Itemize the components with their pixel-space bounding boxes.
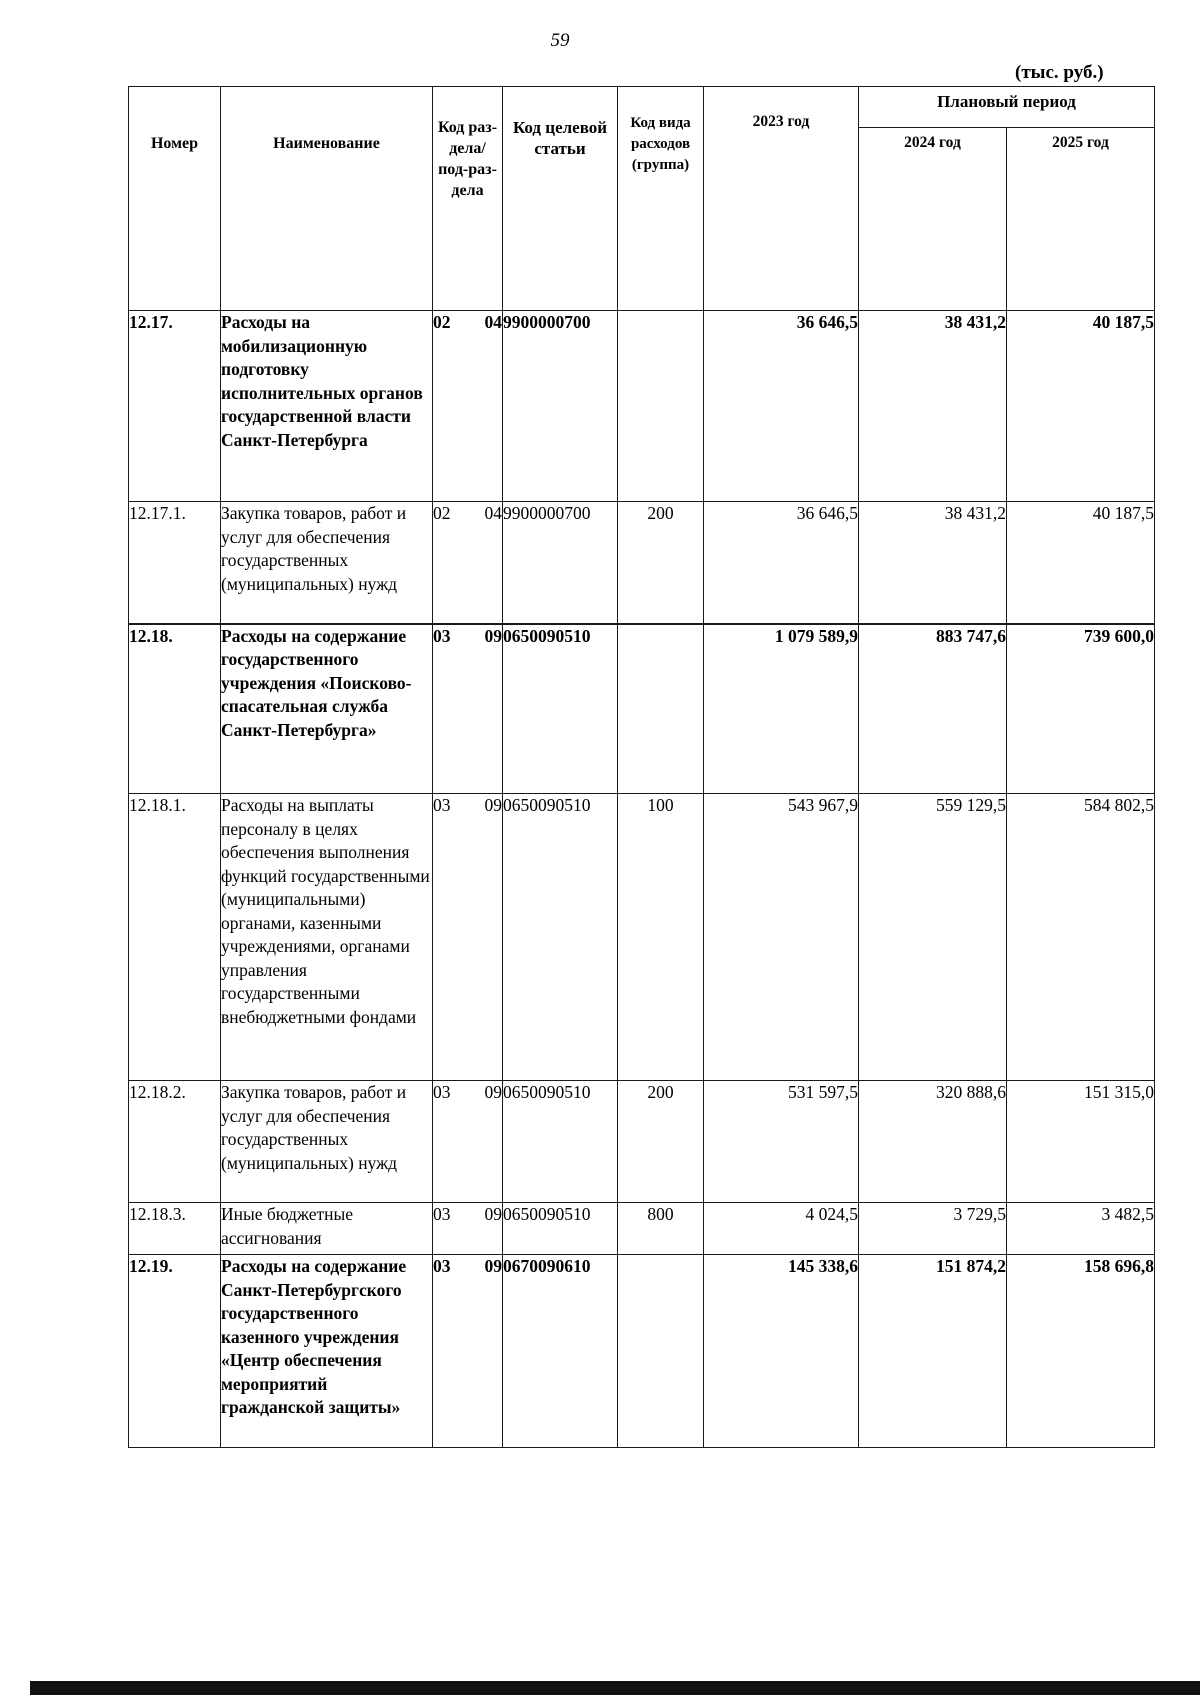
- row-target-code: 0650090510: [503, 1203, 618, 1255]
- row-number: 12.18.3.: [129, 1203, 221, 1255]
- row-expense-type: [618, 1255, 704, 1448]
- row-value-2024: 3 729,5: [859, 1203, 1007, 1255]
- row-name: Иные бюджетные ассигнования: [221, 1203, 433, 1255]
- row-name: Закупка товаров, работ и услуг для обеспечения государственных (муниципальных) нужд: [221, 1081, 433, 1203]
- header-section-code: Код раз-дела/ под-раз-дела: [433, 87, 503, 311]
- row-value-2024: 559 129,5: [859, 794, 1007, 1081]
- row-expense-type: 200: [618, 502, 704, 624]
- row-value-2024: 151 874,2: [859, 1255, 1007, 1448]
- subsection-code: 09: [484, 1256, 502, 1276]
- row-target-code: 9900000700: [503, 502, 618, 624]
- row-number: 12.17.1.: [129, 502, 221, 624]
- row-expense-type: [618, 311, 704, 502]
- row-value-2024: 38 431,2: [859, 502, 1007, 624]
- subsection-code: 09: [484, 795, 502, 815]
- row-value-2025: 158 696,8: [1007, 1255, 1155, 1448]
- row-value-2025: 40 187,5: [1007, 502, 1155, 624]
- row-section-code: [433, 1255, 503, 1448]
- row-expense-type: 100: [618, 794, 704, 1081]
- row-value-2023: 4 024,5: [704, 1203, 859, 1255]
- subsection-code: 04: [484, 503, 502, 523]
- row-name: Закупка товаров, работ и услуг для обеспечения государственных (муниципальных) нужд: [221, 502, 433, 624]
- header-target-code: Код целевой статьи: [503, 87, 618, 311]
- row-value-2024: 38 431,2: [859, 311, 1007, 502]
- row-value-2023: 145 338,6: [704, 1255, 859, 1448]
- header-year-2025: 2025 год: [1007, 128, 1155, 311]
- budget-table: [128, 86, 1155, 1448]
- section-code: 03: [433, 1256, 451, 1276]
- subsection-code: 04: [484, 312, 502, 332]
- row-value-2023: 36 646,5: [704, 311, 859, 502]
- row-section-code: [433, 1081, 503, 1203]
- row-name: Расходы на содержание государственного учреждения «Поисково-спасательная служба Санкт-Петербурга»: [221, 624, 433, 794]
- row-target-code: 0650090510: [503, 1081, 618, 1203]
- table-row: [129, 1203, 1155, 1255]
- header-year-2024: 2024 год: [859, 128, 1007, 311]
- row-section-code: [433, 794, 503, 1081]
- header-expense-type-code: Код вида расходов (группа): [618, 87, 704, 311]
- row-target-code: 9900000700: [503, 311, 618, 502]
- row-value-2024: 883 747,6: [859, 624, 1007, 794]
- row-number: 12.18.1.: [129, 794, 221, 1081]
- header-number: Номер: [129, 87, 221, 311]
- row-value-2023: 543 967,9: [704, 794, 859, 1081]
- row-name: Расходы на мобилизационную подготовку исполнительных органов государственной власти Санкт-Петербурга: [221, 311, 433, 502]
- section-code: 03: [433, 625, 451, 646]
- table-row: [129, 1081, 1155, 1203]
- row-number: 12.18.2.: [129, 1081, 221, 1203]
- subsection-code: 09: [484, 1082, 502, 1102]
- row-expense-type: 800: [618, 1203, 704, 1255]
- row-target-code: 0670090610: [503, 1255, 618, 1448]
- subsection-code: 09: [484, 625, 502, 646]
- section-code: 03: [433, 1204, 451, 1224]
- row-section-code: [433, 1203, 503, 1255]
- row-target-code: 0650090510: [503, 794, 618, 1081]
- page-number: 59: [550, 30, 570, 51]
- header-year-2023: 2023 год: [704, 87, 859, 311]
- subsection-code: 09: [484, 1204, 502, 1224]
- row-value-2025: 3 482,5: [1007, 1203, 1155, 1255]
- row-expense-type: [618, 624, 704, 794]
- row-section-code: [433, 624, 503, 794]
- table-row: [129, 311, 1155, 502]
- table-row: [129, 794, 1155, 1081]
- row-value-2025: 739 600,0: [1007, 624, 1155, 794]
- table-row: [129, 1255, 1155, 1448]
- row-value-2025: 40 187,5: [1007, 311, 1155, 502]
- section-code: 03: [433, 795, 451, 815]
- header-name: Наименование: [221, 87, 433, 311]
- row-number: 12.17.: [129, 311, 221, 502]
- row-section-code: [433, 311, 503, 502]
- table-row: [129, 624, 1155, 794]
- row-number: 12.19.: [129, 1255, 221, 1448]
- row-value-2024: 320 888,6: [859, 1081, 1007, 1203]
- scan-edge-band: [30, 1681, 1200, 1695]
- row-value-2023: 531 597,5: [704, 1081, 859, 1203]
- header-plan-period: Плановый период: [859, 87, 1155, 128]
- section-code: 03: [433, 1082, 451, 1102]
- row-value-2023: 1 079 589,9: [704, 624, 859, 794]
- units-label: (тыс. руб.): [1015, 62, 1104, 83]
- row-name: Расходы на содержание Санкт-Петербургского государственного казенного учреждения «Центр обеспечения мероприятий гражданской защиты»: [221, 1255, 433, 1448]
- row-section-code: [433, 502, 503, 624]
- section-code: 02: [433, 312, 451, 332]
- row-target-code: 0650090510: [503, 624, 618, 794]
- row-expense-type: 200: [618, 1081, 704, 1203]
- row-value-2023: 36 646,5: [704, 502, 859, 624]
- row-name: Расходы на выплаты персоналу в целях обеспечения выполнения функций государственными (муниципальными) органами, казенными учреждениями, органами управления государственными внебюджетными фондами: [221, 794, 433, 1081]
- row-value-2025: 151 315,0: [1007, 1081, 1155, 1203]
- table-row: [129, 502, 1155, 624]
- row-value-2025: 584 802,5: [1007, 794, 1155, 1081]
- section-code: 02: [433, 503, 451, 523]
- row-number: 12.18.: [129, 624, 221, 794]
